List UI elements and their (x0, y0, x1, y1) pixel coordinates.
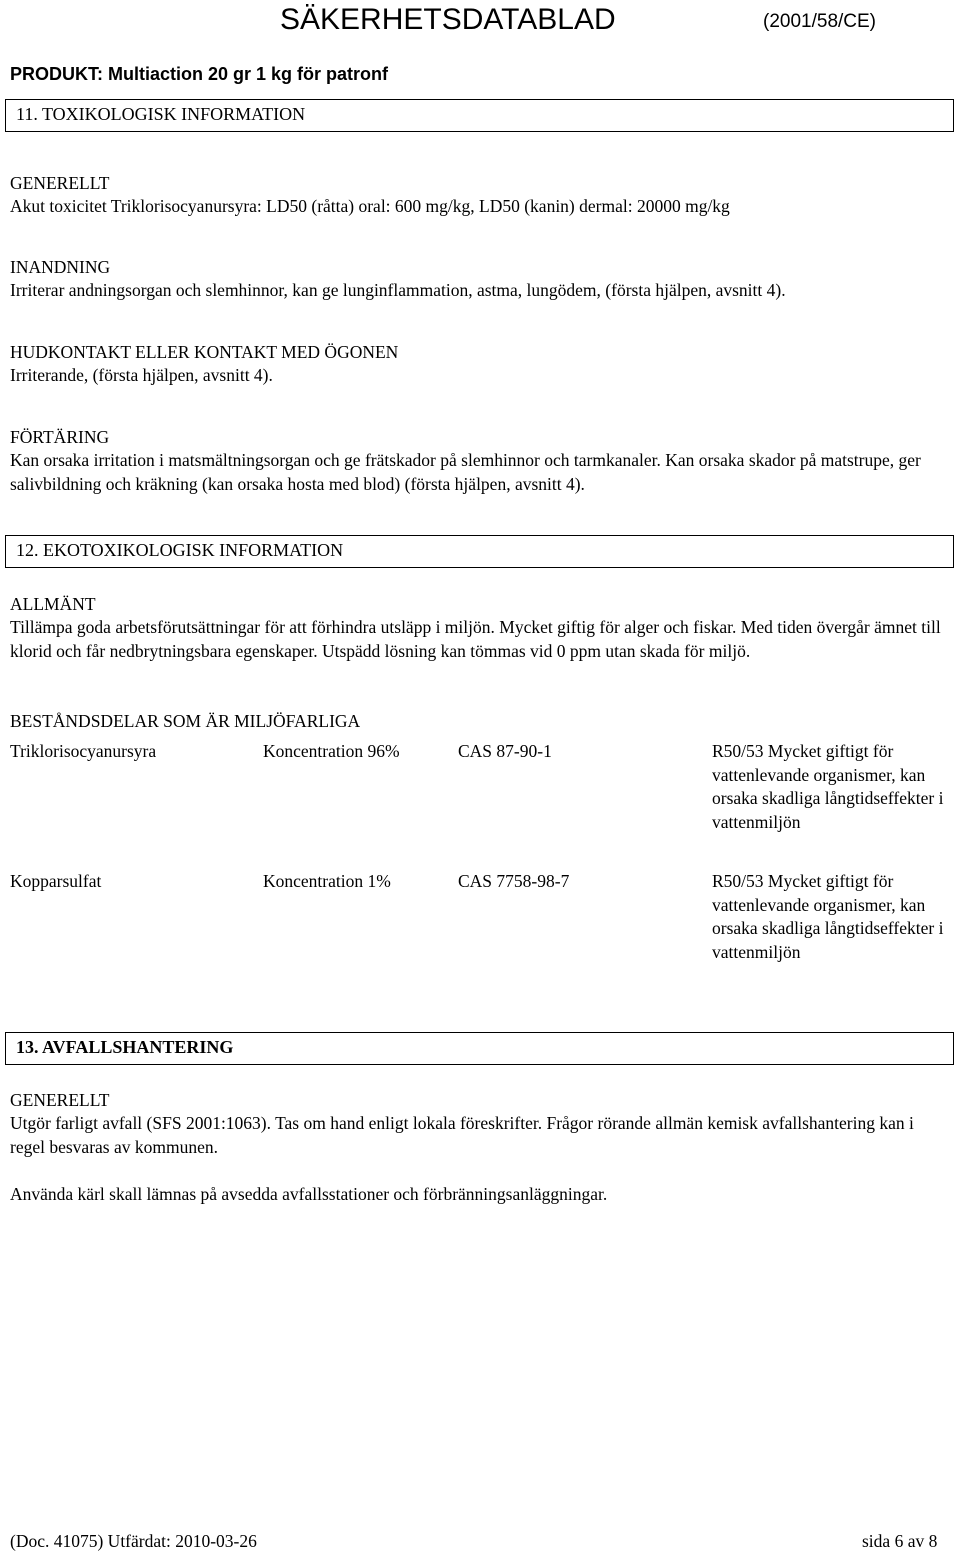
avfall-generellt-heading: GENERELLT (10, 1090, 110, 1110)
avfall-containers-text: Använda kärl skall lämnas på avsedda avfallsstationer och förbränningsanläggningar. (10, 1184, 608, 1204)
section-13-header (5, 1032, 954, 1065)
hudkontakt-text: Irriterande, (första hjälpen, avsnitt 4). (10, 365, 273, 385)
section-11-header (5, 99, 954, 132)
directive-reference: (2001/58/CE) (763, 11, 877, 32)
section-12-header (5, 535, 954, 568)
component-cas: CAS 87-90-1 (458, 741, 552, 761)
document-title: SÄKERHETSDATABLAD (280, 3, 616, 36)
generellt-heading: GENERELLT (10, 173, 110, 193)
inandning-heading: INANDNING (10, 257, 111, 277)
allmant-text: Tillämpa goda arbetsförutsättningar för att förhindra utsläpp i miljön. Mycket giftig för alger och fiskar. Med tiden övergår ämnet till klorid och får nedbrytningsbara egenskaper. Utspädd lösning kan tömmas vid 0 ppm utan skada för miljö. (10, 617, 941, 661)
fortaring-text: Kan orsaka irritation i matsmältningsorgan och ge frätskador på slemhinnor och tarmkanaler. Kan orsaka skador på matstrupe, ger salivbildning och kräkning (kan orsaka hosta med blod) (första hjälpen, avsnitt 4). (10, 450, 921, 494)
footer-page-number: sida 6 av 8 (862, 1531, 938, 1551)
components-heading: BESTÅNDSDELAR SOM ÄR MILJÖFARLIGA (10, 711, 361, 731)
component-concentration: Koncentration 96% (263, 741, 400, 761)
section-12-title: 12. EKOTOXIKOLOGISK INFORMATION (16, 540, 344, 560)
component-risk: R50/53 Mycket giftigt för vattenlevande organismer, kan orsaka skadliga långtidseffekter i vattenmiljön (712, 871, 944, 962)
footer-doc-info: (Doc. 41075) Utfärdat: 2010-03-26 (10, 1531, 257, 1551)
section-11-title: 11. TOXIKOLOGISK INFORMATION (16, 104, 306, 124)
component-name: Kopparsulfat (10, 871, 102, 891)
generellt-text: Akut toxicitet Triklorisocyanursyra: LD50 (råtta) oral: 600 mg/kg, LD50 (kanin) dermal: 20000 mg/kg (10, 196, 730, 216)
allmant-heading: ALLMÄNT (10, 594, 96, 614)
fortaring-heading: FÖRTÄRING (10, 427, 110, 447)
component-risk: R50/53 Mycket giftigt för vattenlevande organismer, kan orsaka skadliga långtidseffekter i vattenmiljön (712, 741, 944, 832)
product-name: PRODUKT: Multiaction 20 gr 1 kg för patronf (10, 64, 389, 84)
component-name: Triklorisocyanursyra (10, 741, 157, 761)
component-cas: CAS 7758-98-7 (458, 871, 570, 891)
hudkontakt-heading: HUDKONTAKT ELLER KONTAKT MED ÖGONEN (10, 342, 399, 362)
component-concentration: Koncentration 1% (263, 871, 391, 891)
inandning-text: Irriterar andningsorgan och slemhinnor, kan ge lunginflammation, astma, lungödem, (första hjälpen, avsnitt 4). (10, 280, 786, 300)
section-13-title: 13. AVFALLSHANTERING (16, 1037, 234, 1057)
avfall-generellt-text: Utgör farligt avfall (SFS 2001:1063). Tas om hand enligt lokala föreskrifter. Frågor rörande allmän kemisk avfallshantering kan i regel besvaras av kommunen. (10, 1113, 914, 1157)
